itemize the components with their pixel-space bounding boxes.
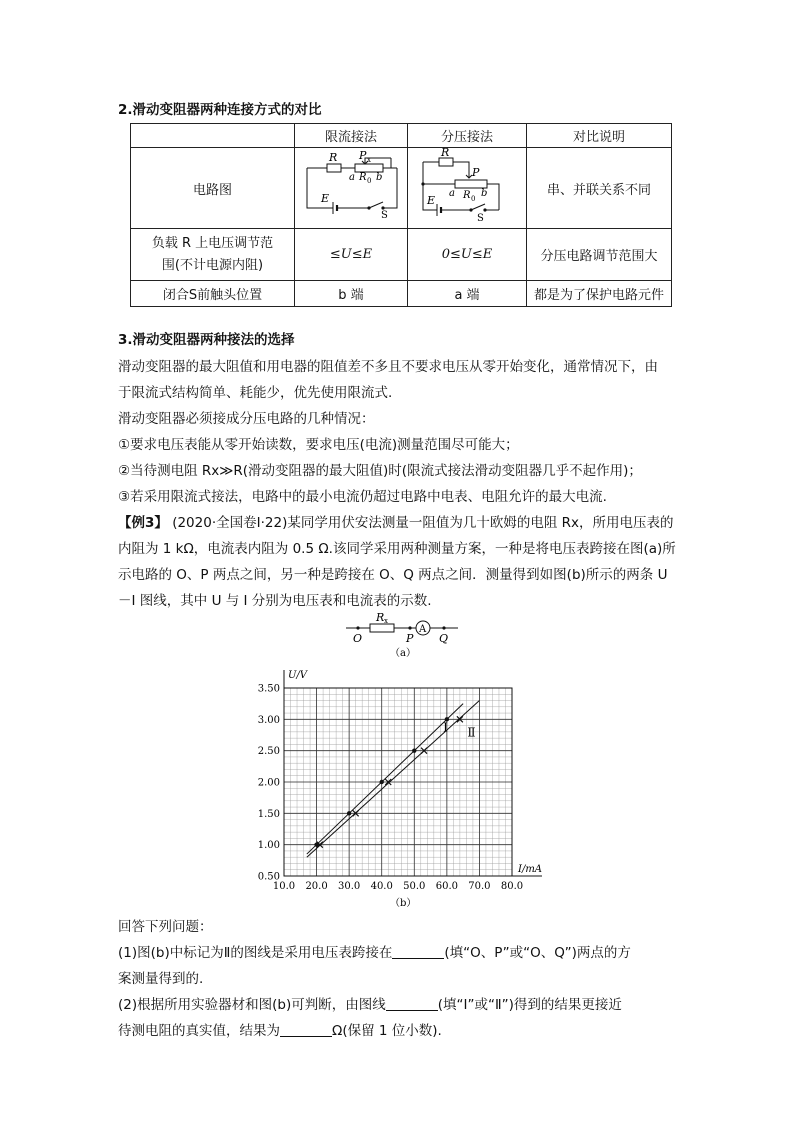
label-S: S <box>381 210 388 221</box>
question-2-line1 <box>118 992 688 1018</box>
section3-title: 3.滑动变阻器两种接法的选择 <box>118 332 295 348</box>
table-header-empty <box>131 124 295 148</box>
row3-note: 都是为了保护电路元件 <box>527 281 672 307</box>
table-row <box>131 148 672 229</box>
example-line1 <box>118 510 688 536</box>
label-R0: R <box>359 172 367 183</box>
label-S: S <box>477 213 484 224</box>
para-line: 滑动变阻器的最大阻值和用电器的阻值差不多且不要求电压从零开始变化，通常情况下，由 <box>118 359 658 375</box>
para-line: 滑动变阻器必须接成分压电路的几种情况： <box>118 411 375 427</box>
label-b: b <box>376 172 383 183</box>
answer-blank-3[interactable] <box>280 1022 332 1037</box>
q2-text-pre: (2)根据所用实验器材和图(b)可判断，由图线 <box>118 997 386 1013</box>
table-row <box>131 229 672 281</box>
question-2-line2 <box>118 1018 688 1044</box>
y-tick-label: 0.50 <box>257 871 280 883</box>
q2b-text-post: Ω(保留 1 位小数). <box>332 1023 442 1039</box>
y-tick-label: 2.00 <box>257 777 280 789</box>
case-1: ①要求电压表能从零开始读数，要求电压(电流)测量范围尽可能大； <box>118 437 519 453</box>
q2-text-post: (填“Ⅰ”或“Ⅱ”)得到的结果更接近 <box>437 997 622 1013</box>
row2-note: 分压电路调节范围大 <box>527 229 672 281</box>
label-E: E <box>321 192 330 205</box>
x-tick-label: 70.0 <box>468 881 491 892</box>
label-Q: Q <box>439 632 449 645</box>
label-a: a <box>449 188 455 199</box>
row2-label <box>131 229 295 281</box>
case-2: ②当待测电阻 Rx≫R(滑动变阻器的最大阻值)时(限流式接法滑动变阻器几乎不起作用)； <box>118 463 642 479</box>
label-R0: R <box>463 190 471 201</box>
row2-label-line1: 负载 R 上电压调节范 <box>151 235 274 251</box>
row3-divider-value: a 端 <box>408 281 527 307</box>
label-P: P <box>406 632 414 645</box>
chart-axes <box>284 670 542 876</box>
data-point <box>412 748 416 752</box>
example-line2: 内阻为 1 kΩ，电流表内阻为 0.5 Ω.该同学采用两种测量方案，一种是将电压表跨接在图(a)所 <box>118 541 676 557</box>
x-tick-label: 10.0 <box>272 881 296 892</box>
label-Rx: R <box>376 611 385 624</box>
x-tick-label: 50.0 <box>403 881 426 892</box>
table-header-divider: 分压接法 <box>408 124 527 148</box>
q1-text-post: (填“O、P”或“O、Q”)两点的方 <box>444 945 631 961</box>
label-R: R <box>441 148 450 159</box>
row3-label: 闭合S前触头位置 <box>131 281 295 307</box>
example-line4: －I 图线，其中 U 与 I 分别为电压表和电流表的示数. <box>118 593 432 609</box>
divider-circuit-diagram <box>415 148 519 224</box>
figure-a-caption: （a） <box>390 648 416 659</box>
y-tick-label: 1.00 <box>257 840 280 852</box>
label-R: R <box>329 151 338 164</box>
series-line <box>307 704 463 854</box>
questions <box>118 914 688 1044</box>
section2-title: 2.滑动变阻器两种连接方式的对比 <box>118 102 322 118</box>
case-3: ③若采用限流式接法，电路中的最小电流仍超过电路中电表、电阻允许的最大电流. <box>118 489 607 505</box>
y-tick-label: 3.00 <box>257 714 280 726</box>
label-P: P <box>472 166 480 179</box>
label-Rx-sub: x <box>384 617 388 625</box>
table-row <box>131 281 672 307</box>
question-1-line1 <box>118 940 688 966</box>
example-text: (2020·全国卷Ⅰ·22)某同学用伏安法测量一阻值为几十欧姆的电阻 Rx，所用电压表的 <box>167 515 674 531</box>
question-1-line2: 案测量得到的. <box>118 971 204 987</box>
x-tick-label: 20.0 <box>305 881 328 892</box>
label-E: E <box>427 194 436 207</box>
answer-blank-2[interactable] <box>386 996 438 1011</box>
q1-text-pre: (1)图(b)中标记为Ⅱ的图线是采用电压表跨接在 <box>118 945 393 961</box>
x-tick-label: 40.0 <box>370 881 393 892</box>
figure-a-circuit <box>340 608 470 660</box>
example-tag: 【例3】 <box>118 515 168 531</box>
data-point <box>380 780 384 784</box>
y-tick-label: 2.50 <box>257 746 280 758</box>
x-tick-label: 60.0 <box>435 881 458 892</box>
divider-circuit-cell <box>408 148 527 229</box>
table-header-limit: 限流接法 <box>295 124 408 148</box>
row2-limit-value: ≤U≤E <box>295 229 408 281</box>
row1-label: 电路图 <box>131 148 295 229</box>
y-tick-label: 3.50 <box>257 683 280 695</box>
q2b-text-pre: 待测电阻的真实值，结果为 <box>118 1023 280 1039</box>
figure-b-caption: （b） <box>390 898 417 909</box>
row2-label-line2: 围(不计电源内阻) <box>161 257 264 273</box>
answer-blank-1[interactable] <box>392 944 444 959</box>
section3-body <box>118 354 688 614</box>
chart-major-grid <box>284 688 512 876</box>
ammeter-icon: A <box>419 624 427 635</box>
label-R0-sub: 0 <box>367 177 372 185</box>
table-header-row <box>131 124 672 148</box>
limit-circuit-diagram <box>299 150 403 222</box>
row1-note: 串、并联关系不同 <box>527 148 672 229</box>
x-axis-label: I/mA <box>518 864 543 875</box>
label-b: b <box>481 188 488 199</box>
y-tick-label: 1.50 <box>257 808 280 820</box>
ui-chart <box>250 664 550 912</box>
label-O: O <box>353 632 363 645</box>
data-point <box>347 811 351 815</box>
x-tick-label: 30.0 <box>338 881 361 892</box>
para-line: 于限流式结构简单、耗能少，优先使用限流式. <box>118 385 393 401</box>
questions-intro: 回答下列问题： <box>118 919 213 935</box>
table-header-note: 对比说明 <box>527 124 672 148</box>
x-tick-label: 80.0 <box>500 881 524 892</box>
label-P: P <box>359 150 367 162</box>
chart-tick-labels <box>258 684 523 893</box>
label-a: a <box>349 172 355 183</box>
y-axis-label: U/V <box>288 670 308 681</box>
series-label: Ⅰ <box>443 720 448 735</box>
label-R0-sub: 0 <box>471 195 476 203</box>
comparison-table <box>130 123 672 307</box>
limit-circuit-cell <box>295 148 408 229</box>
row2-divider-value: 0≤U≤E <box>408 229 527 281</box>
series-label: Ⅱ <box>467 725 476 740</box>
row3-limit-value: b 端 <box>295 281 408 307</box>
example-line3: 示电路的 O、P 两点之间，另一种是跨接在 O、Q 两点之间．测量得到如图(b)所示的两条 U <box>118 567 668 583</box>
label-x-sub: x <box>367 156 371 164</box>
